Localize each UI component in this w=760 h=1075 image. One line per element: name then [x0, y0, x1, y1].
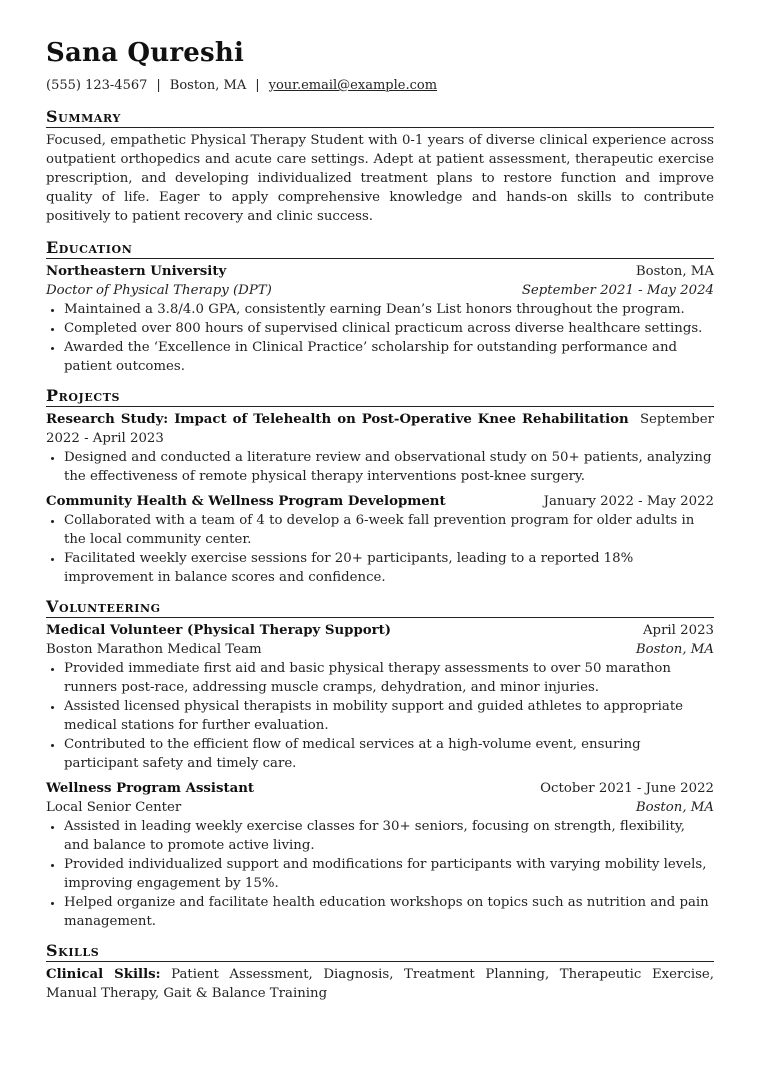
bullet-list: [46, 659, 714, 773]
education-dates: September 2021 - May 2024: [521, 283, 714, 298]
project-dates: January 2022 - May 2022: [543, 494, 714, 509]
resume-page: [46, 38, 714, 1015]
volunteer-entry: [46, 779, 714, 931]
section-heading: Volunteering: [46, 597, 714, 618]
project-title: Research Study: Impact of Telehealth on Post-Operative Knee Rehabilitation: [46, 412, 629, 427]
volunteer-entry: [46, 621, 714, 773]
contact-separator: |: [156, 78, 161, 93]
bullet-list: [46, 300, 714, 376]
location: Boston, MA: [169, 78, 247, 93]
volunteer-role: Medical Volunteer (Physical Therapy Support): [46, 623, 392, 638]
volunteer-role: Wellness Program Assistant: [46, 781, 255, 796]
volunteer-location: Boston, MA: [635, 642, 714, 657]
bullet-item: • Contributed to the efficient flow of medical services at a high-volume event, ensuring participant safety and timely care.: [64, 735, 714, 773]
section-heading: Skills: [46, 941, 714, 962]
volunteer-location: Boston, MA: [635, 800, 714, 815]
skills-section: [46, 941, 714, 1003]
email-link[interactable]: your.email@example.com: [268, 78, 438, 93]
bullet-item: • Completed over 800 hours of supervised clinical practicum across diverse healthcare settings.: [64, 319, 714, 338]
skills-label: Clinical Skills:: [46, 967, 161, 982]
volunteer-dates: April 2023: [642, 623, 714, 638]
project-entry: [46, 410, 714, 486]
section-heading: Projects: [46, 386, 714, 407]
summary-section: [46, 107, 714, 226]
section-heading: Education: [46, 238, 714, 259]
education-entry: [46, 262, 714, 376]
bullet-item: • Awarded the ‘Excellence in Clinical Practice’ scholarship for outstanding performance and patient outcomes.: [64, 338, 714, 376]
phone-number: (555) 123-4567: [46, 78, 148, 93]
degree: Doctor of Physical Therapy (DPT): [46, 283, 272, 298]
bullet-list: [46, 817, 714, 931]
project-dates: September 2022 - April 2023: [46, 412, 714, 446]
candidate-name: Sana Qureshi: [46, 38, 245, 68]
section-heading: Summary: [46, 107, 714, 128]
bullet-item: • Collaborated with a team of 4 to develop a 6-week fall prevention program for older adults in the local community center.: [64, 511, 714, 549]
school-location: Boston, MA: [635, 264, 714, 279]
contact-line: [46, 77, 714, 95]
bullet-item: • Facilitated weekly exercise sessions for 20+ participants, leading to a reported 18% improvement in balance scores and confidence.: [64, 549, 714, 587]
bullet-list: [46, 511, 714, 587]
bullet-list: [46, 448, 714, 486]
volunteering-section: [46, 597, 714, 931]
bullet-item: • Designed and conducted a literature review and observational study on 50+ patients, analyzing the effectiveness of remote physical therapy interventions post-knee surgery.: [64, 448, 714, 486]
bullet-item: • Provided individualized support and modifications for participants with varying mobility levels, improving engagement by 15%.: [64, 855, 714, 893]
bullet-item: • Provided immediate first aid and basic physical therapy assessments to over 50 marathon runners post-race, addressing muscle cramps, dehydration, and minor injuries.: [64, 659, 714, 697]
skills-list: Patient Assessment, Diagnosis, Treatment Planning, Therapeutic Exercise, Manual Therapy, Gait & Balance Training: [46, 967, 715, 1001]
skills-text: [46, 965, 714, 1003]
projects-section: [46, 386, 714, 587]
project-title: Community Health & Wellness Program Development: [46, 494, 446, 509]
bullet-item: • Assisted in leading weekly exercise classes for 30+ seniors, focusing on strength, flexibility, and balance to promote active living.: [64, 817, 714, 855]
bullet-item: • Assisted licensed physical therapists in mobility support and guided athletes to appropriate medical stations for further evaluation.: [64, 697, 714, 735]
bullet-item: • Maintained a 3.8/4.0 GPA, consistently earning Dean’s List honors throughout the program.: [64, 300, 714, 319]
volunteer-dates: October 2021 - June 2022: [540, 781, 714, 796]
summary-text: Focused, empathetic Physical Therapy Student with 0-1 years of diverse clinical experience across outpatient orthopedics and acute care settings. Adept at patient assessment, therapeutic exercise prescription, and developing individualized treatment plans to restore function and improve quality of life. Eager to apply comprehensive knowledge and hands-on skills to contribute positively to patient recovery and clinic success.: [46, 133, 714, 224]
school-name: Northeastern University: [46, 264, 227, 279]
education-section: [46, 238, 714, 376]
volunteer-org: Local Senior Center: [46, 800, 182, 815]
volunteer-org: Boston Marathon Medical Team: [46, 642, 262, 657]
project-entry: [46, 492, 714, 587]
bullet-item: • Helped organize and facilitate health education workshops on topics such as nutrition and pain management.: [64, 893, 714, 931]
contact-separator: |: [255, 78, 260, 93]
